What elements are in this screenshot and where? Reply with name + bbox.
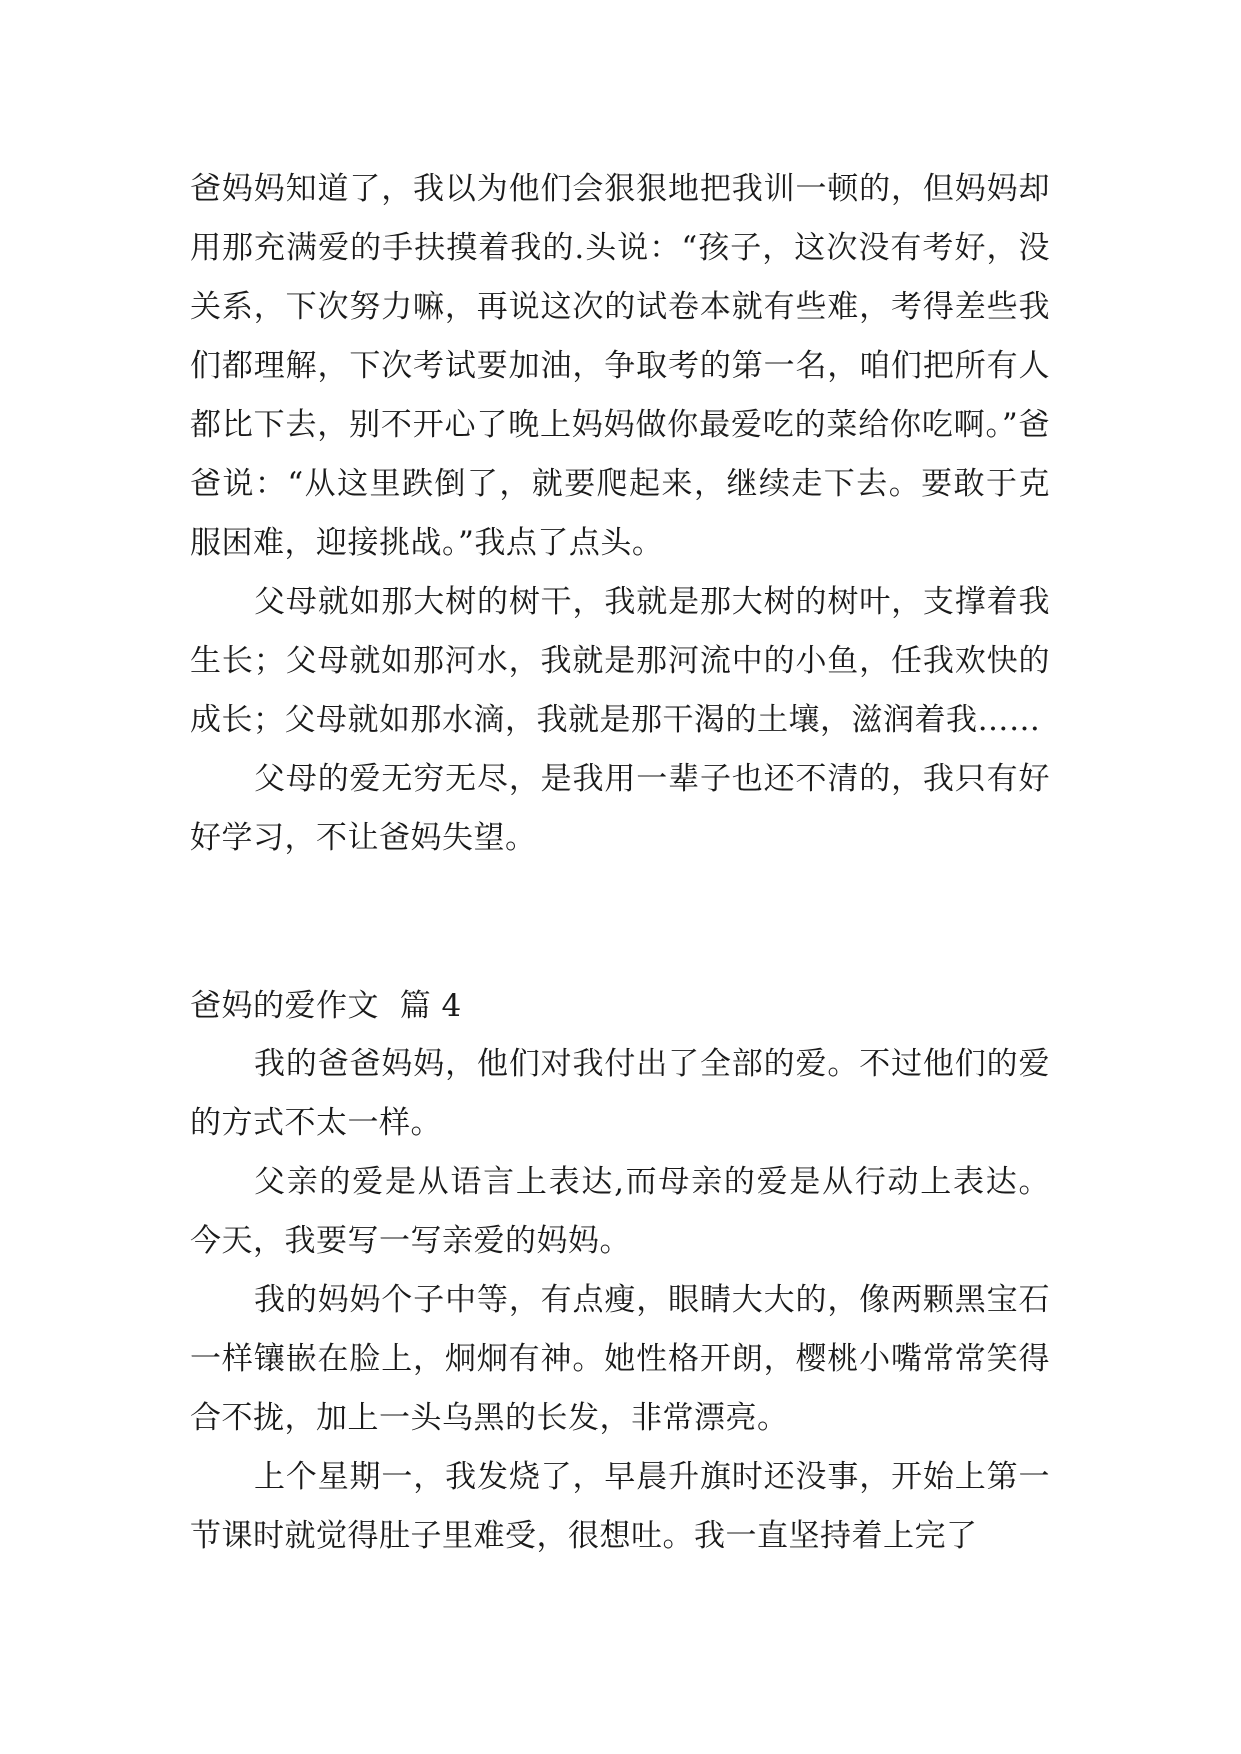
section-heading — [190, 977, 1050, 1036]
essay-section-3-continuation — [190, 160, 1050, 868]
paragraph: 父亲的爱是从语言上表达,而母亲的爱是从行动上表达。今天，我要写一写亲爱的妈妈。 — [190, 1164, 1050, 1259]
paragraph: 父母就如那大树的树干，我就是那大树的树叶，支撑着我生长；父母就如那河水，我就是那河流中的小鱼，任我欢快的成长；父母就如那水滴，我就是那干渴的土壤，滋润着我…… — [190, 584, 1050, 738]
paragraph: 我的爸爸妈妈，他们对我付出了全部的爱。不过他们的爱的方式不太一样。 — [190, 1046, 1050, 1141]
heading-text: 爸妈的爱作文 篇 4 — [190, 988, 462, 1024]
essay-section-4 — [190, 1035, 1050, 1566]
paragraph: 上个星期一，我发烧了，早晨升旗时还没事，开始上第一节课时就觉得肚子里难受，很想吐。我一直坚持着上完了 — [190, 1459, 1050, 1554]
paragraph: 爸妈妈知道了，我以为他们会狠狠地把我训一顿的，但妈妈却用那充满爱的手扶摸着我的.头说：“孩子，这次没有考好，没关系，下次努力嘛，再说这次的试卷本就有些难，考得差些我们都理解，下次考试要加油，争取考的第一名，咱们把所有人都比下去，别不开心了晚上妈妈做你最爱吃的菜给你吃啊。”爸爸说：“从这里跌倒了，就要爬起来，继续走下去。要敢于克服困难，迎接挑战。”我点了点头。 — [190, 171, 1050, 561]
paragraph: 我的妈妈个子中等，有点瘦，眼睛大大的，像两颗黑宝石一样镶嵌在脸上，炯炯有神。她性格开朗，樱桃小嘴常常笑得合不拢，加上一头乌黑的长发，非常漂亮。 — [190, 1282, 1050, 1436]
paragraph: 父母的爱无穷无尽，是我用一辈子也还不清的，我只有好好学习，不让爸妈失望。 — [190, 761, 1050, 856]
